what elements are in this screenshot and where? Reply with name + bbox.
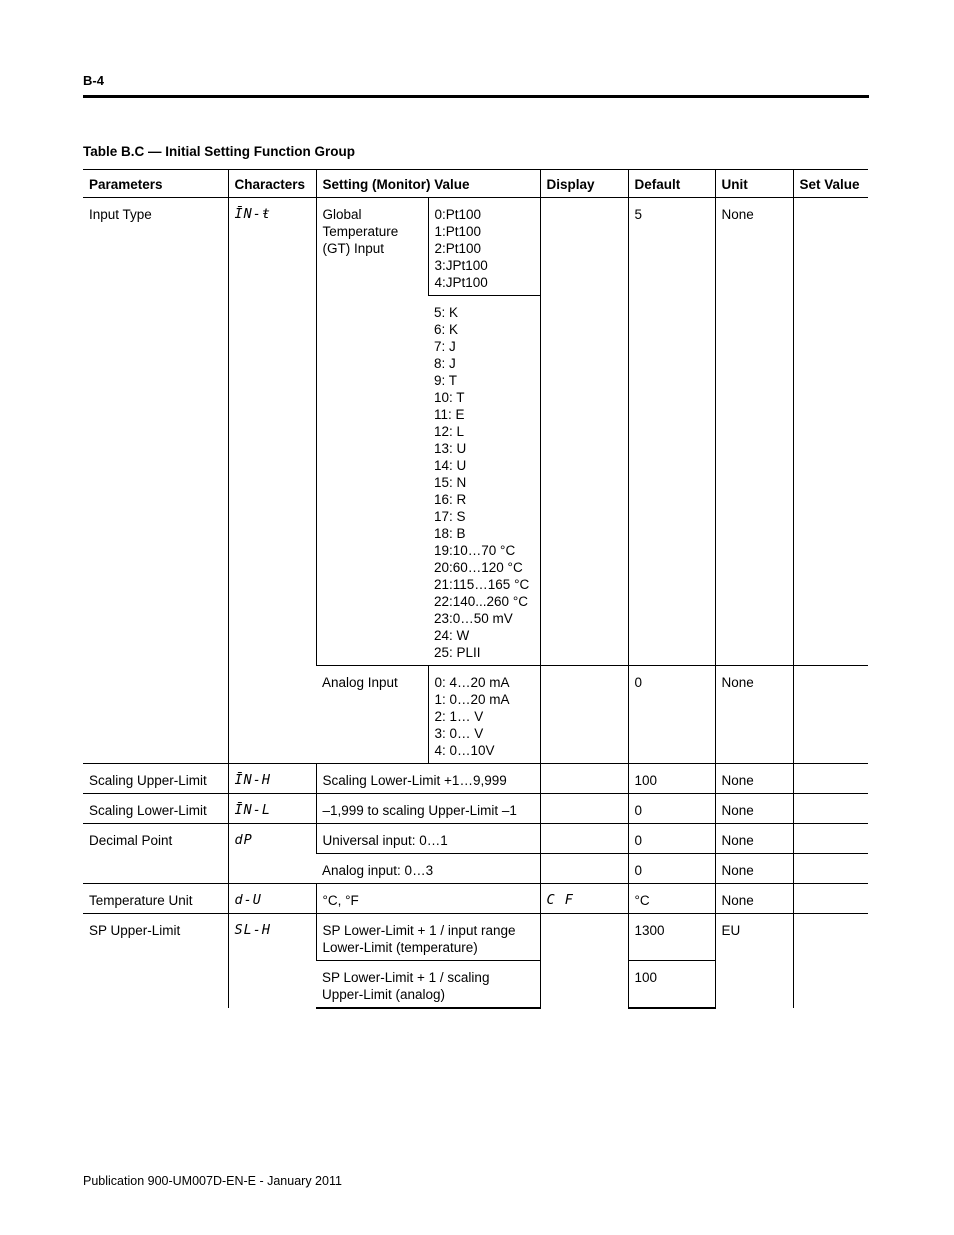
table-row — [83, 198, 868, 296]
header-rule — [83, 95, 869, 98]
list-item: 22:140...260 °C — [434, 594, 528, 609]
set-value-decimal-analog — [793, 854, 868, 884]
list-item: 24: W — [434, 628, 470, 643]
param-decimal-point: Decimal Point — [83, 824, 228, 884]
table-row — [83, 824, 868, 854]
default-temp-unit: °C — [628, 884, 715, 914]
unit-decimal-analog: None — [715, 854, 793, 884]
unit-input-type: None — [715, 198, 793, 666]
list-item: 2: 1… V — [434, 709, 484, 724]
default-decimal-universal: 0 — [628, 824, 715, 854]
list-item: 14: U — [434, 458, 467, 473]
gt-values-b — [428, 296, 540, 666]
value-scaling-upper: Scaling Lower-Limit +1…9,999 — [316, 764, 540, 794]
initial-setting-table — [83, 169, 868, 1009]
list-item: 3:JPt100 — [434, 258, 488, 273]
header-display: Display — [540, 170, 628, 198]
unit-sp-upper: EU — [715, 914, 793, 1009]
gt-input-label: Global Temperature (GT) Input — [316, 198, 428, 666]
header-unit: Unit — [715, 170, 793, 198]
unit-decimal-universal: None — [715, 824, 793, 854]
header-characters: Characters — [228, 170, 316, 198]
list-item: 17: S — [434, 509, 466, 524]
list-item: 6: K — [434, 322, 459, 337]
list-item: 10: T — [434, 390, 465, 405]
list-item: 7: J — [434, 339, 456, 354]
param-input-type: Input Type — [83, 198, 228, 764]
gt-values-a — [428, 198, 540, 296]
unit-scaling-upper: None — [715, 764, 793, 794]
param-temp-unit: Temperature Unit — [83, 884, 228, 914]
list-item: 25: PLII — [434, 645, 481, 660]
list-item: 2:Pt100 — [434, 241, 482, 256]
display-input-type — [540, 198, 628, 666]
display-analog — [540, 666, 628, 764]
table-row — [83, 794, 868, 824]
table-row — [83, 914, 868, 961]
header-row — [83, 170, 868, 198]
list-item: 0: 4…20 mA — [434, 675, 510, 690]
list-item: 5: K — [434, 305, 459, 320]
param-scaling-upper: Scaling Upper-Limit — [83, 764, 228, 794]
value-decimal-analog: Analog input: 0…3 — [316, 854, 540, 884]
list-item: 4: 0…10V — [434, 743, 495, 758]
header-setting-value: Setting (Monitor) Value — [316, 170, 540, 198]
set-value-temp-unit — [793, 884, 868, 914]
default-analog: 0 — [628, 666, 715, 764]
list-item: 1:Pt100 — [434, 224, 482, 239]
list-item: 1: 0…20 mA — [434, 692, 510, 707]
param-sp-upper: SP Upper-Limit — [83, 914, 228, 1009]
list-item: 16: R — [434, 492, 467, 507]
list-item: 3: 0… V — [434, 726, 484, 741]
list-item: 11: E — [434, 407, 465, 422]
default-input-type: 5 — [628, 198, 715, 666]
table-row — [83, 884, 868, 914]
table-caption: Table B.C — Initial Setting Function Group — [83, 144, 355, 159]
value-temp-unit: °C, °F — [316, 884, 540, 914]
set-value-decimal-universal — [793, 824, 868, 854]
display-sp-upper — [540, 914, 628, 1009]
list-item: 15: N — [434, 475, 467, 490]
unit-scaling-lower: None — [715, 794, 793, 824]
default-scaling-upper: 100 — [628, 764, 715, 794]
list-item: 21:115…165 °C — [434, 577, 530, 592]
unit-analog: None — [715, 666, 793, 764]
list-item: 4:JPt100 — [434, 275, 488, 290]
analog-values — [428, 666, 540, 764]
analog-input-label: Analog Input — [316, 666, 428, 764]
set-value-scaling-upper — [793, 764, 868, 794]
chars-sp-upper: SL-H — [228, 914, 316, 1009]
list-item: 0:Pt100 — [434, 207, 482, 222]
publication-footer: Publication 900-UM007D-EN-E - January 2011 — [83, 1174, 342, 1188]
value-decimal-universal: Universal input: 0…1 — [316, 824, 540, 854]
set-value-sp-upper — [793, 914, 868, 1009]
list-item: 23:0…50 mV — [434, 611, 513, 626]
unit-temp-unit: None — [715, 884, 793, 914]
value-sp-upper-analog: SP Lower-Limit + 1 / scaling Upper-Limit (analog) — [316, 961, 540, 1009]
header-set-value: Set Value — [793, 170, 868, 198]
chars-scaling-lower: ĪN-L — [228, 794, 316, 824]
chars-scaling-upper: ĪN-H — [228, 764, 316, 794]
list-item: 8: J — [434, 356, 456, 371]
chars-temp-unit: d-U — [228, 884, 316, 914]
default-sp-upper-temp: 1300 — [628, 914, 715, 961]
default-decimal-analog: 0 — [628, 854, 715, 884]
display-temp-unit: C F — [540, 884, 628, 914]
default-scaling-lower: 0 — [628, 794, 715, 824]
value-scaling-lower: –1,999 to scaling Upper-Limit –1 — [316, 794, 540, 824]
display-scaling-upper — [540, 764, 628, 794]
page-number: B-4 — [83, 73, 104, 88]
display-decimal-universal — [540, 824, 628, 854]
list-item: 9: T — [434, 373, 458, 388]
default-sp-upper-analog: 100 — [628, 961, 715, 1009]
display-scaling-lower — [540, 794, 628, 824]
param-scaling-lower: Scaling Lower-Limit — [83, 794, 228, 824]
table-row — [83, 764, 868, 794]
list-item: 20:60…120 °C — [434, 560, 523, 575]
set-value-input-type — [793, 198, 868, 666]
set-value-scaling-lower — [793, 794, 868, 824]
display-decimal-analog — [540, 854, 628, 884]
list-item: 18: B — [434, 526, 466, 541]
header-parameters: Parameters — [83, 170, 228, 198]
list-item: 13: U — [434, 441, 467, 456]
list-item: 12: L — [434, 424, 465, 439]
list-item: 19:10…70 °C — [434, 543, 516, 558]
value-sp-upper-temp: SP Lower-Limit + 1 / input range Lower-Limit (temperature) — [316, 914, 540, 961]
header-default: Default — [628, 170, 715, 198]
set-value-analog — [793, 666, 868, 764]
chars-decimal-point: dP — [228, 824, 316, 884]
chars-input-type: ĪN-ŧ — [228, 198, 316, 764]
